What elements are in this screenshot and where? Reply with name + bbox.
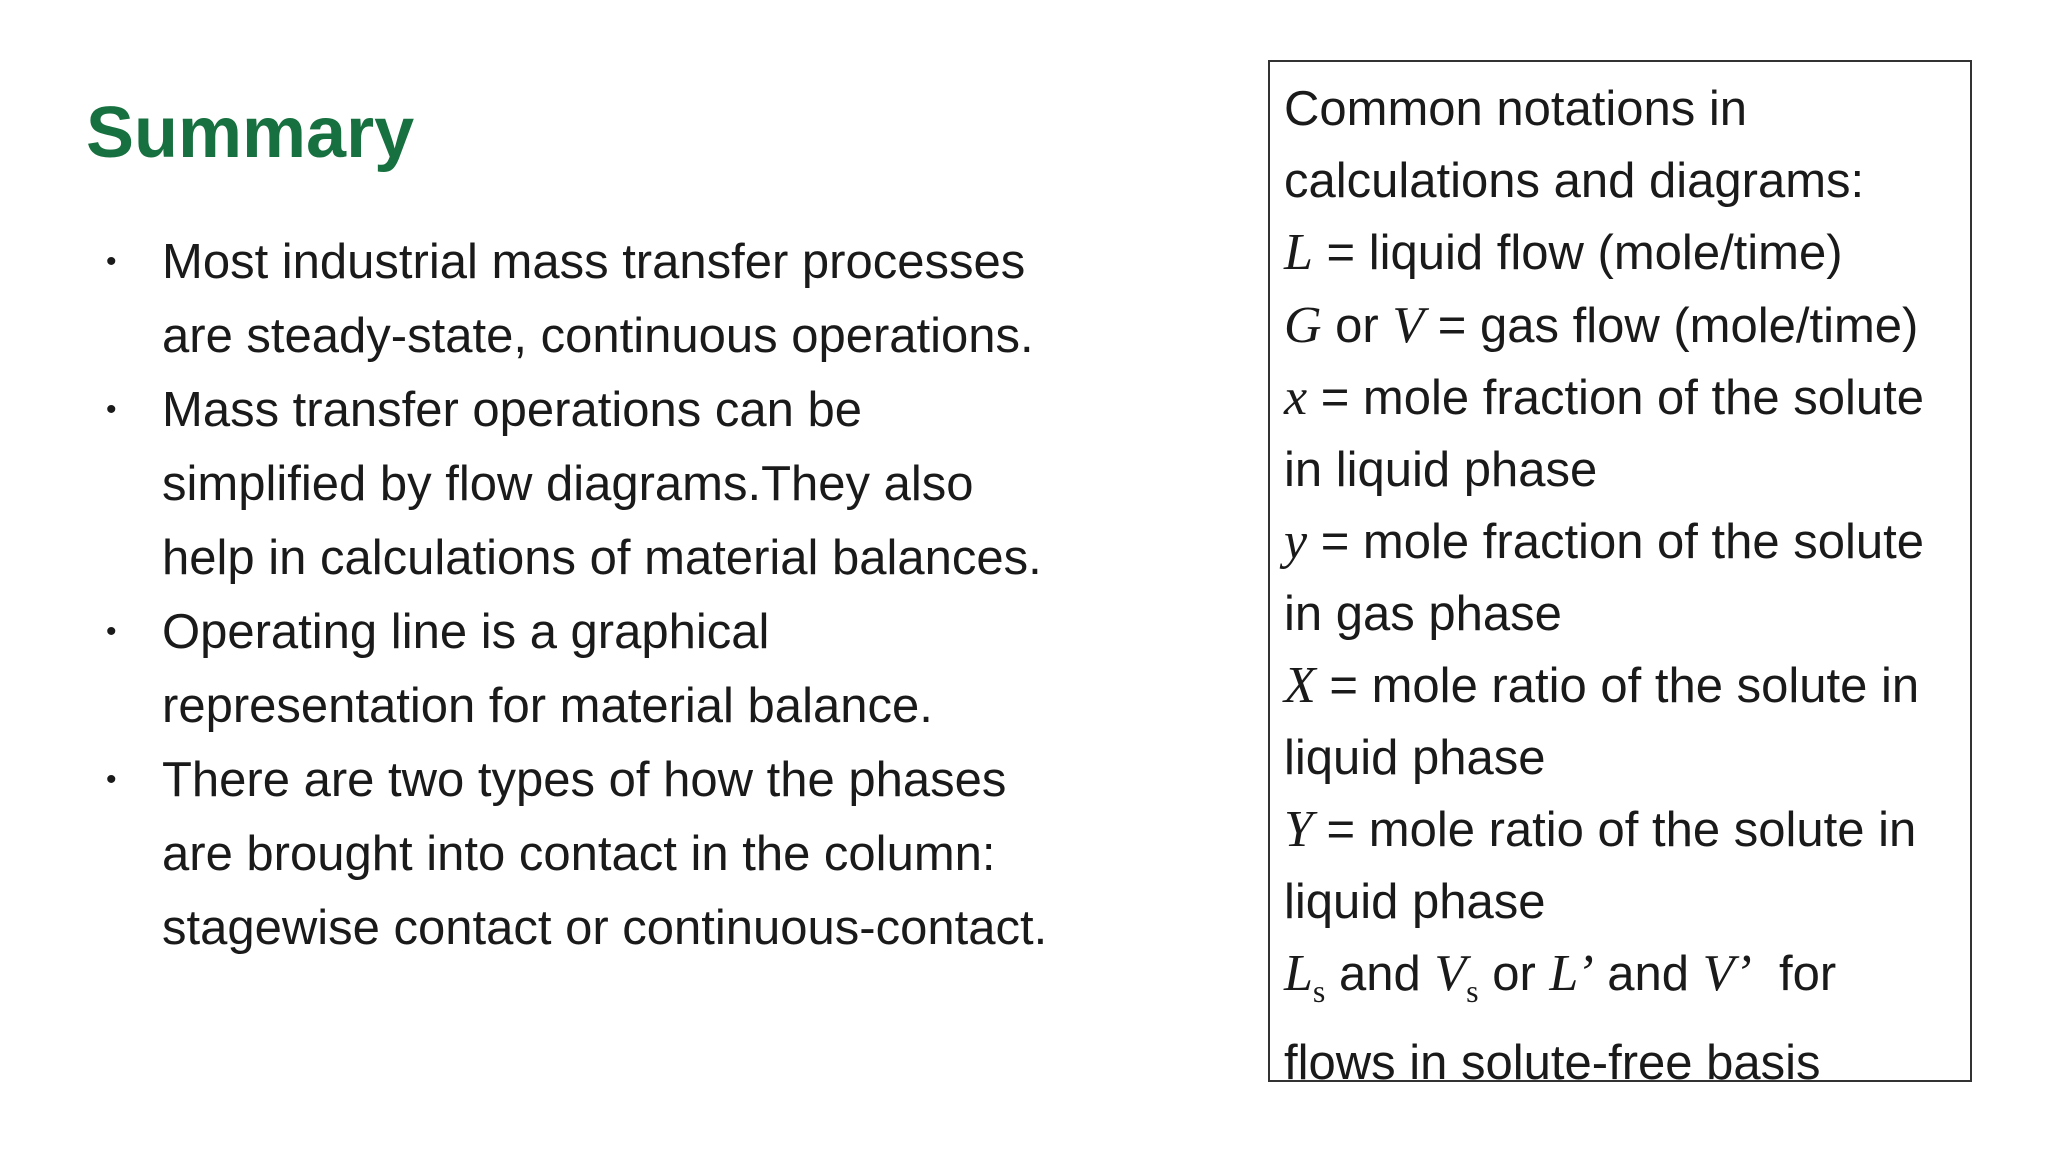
- bullet-line: are brought into contact in the column:: [162, 827, 996, 881]
- bullet-marker: •: [106, 245, 117, 278]
- subscript-s: s: [1312, 973, 1326, 1009]
- notation-x-continued: in liquid phase: [1284, 442, 1598, 497]
- symbol-Ls: L: [1284, 945, 1313, 1002]
- notation-text: and: [1325, 947, 1435, 1001]
- notation-X-continued: liquid phase: [1284, 730, 1546, 785]
- notation-Y: [1284, 794, 1970, 867]
- bullet-line: are steady-state, continuous operations.: [162, 309, 1034, 363]
- notations-heading-line: Common notations in: [1284, 82, 1748, 136]
- bullet-line: There are two types of how the phases: [162, 753, 1007, 807]
- bullet-line: simplified by flow diagrams.They also: [162, 457, 974, 511]
- bullet-line: Mass transfer operations can be: [162, 383, 862, 437]
- notation-text: = liquid flow (mole/time): [1312, 226, 1843, 280]
- notation-text: and: [1593, 947, 1703, 1001]
- summary-bullet-list: [86, 225, 1146, 965]
- notation-y: [1284, 506, 1970, 579]
- bullet-line: Most industrial mass transfer processes: [162, 235, 1026, 289]
- bullet-item: [86, 743, 1146, 965]
- notation-solute-free-continued: flows in solute-free basis: [1284, 1035, 1821, 1090]
- symbol-G: G: [1284, 296, 1322, 354]
- bullet-line: help in calculations of material balances.: [162, 531, 1042, 585]
- symbol-V-prime: V’: [1702, 945, 1752, 1002]
- notations-heading-line: calculations and diagrams:: [1284, 153, 1865, 208]
- notation-gas-flow: [1284, 290, 1970, 363]
- notation-X: [1284, 650, 1970, 723]
- notation-text: = gas flow (mole/time): [1424, 298, 1919, 353]
- bullet-item: [86, 225, 1146, 373]
- bullet-marker: •: [106, 763, 117, 796]
- notation-liquid-flow: [1284, 217, 1970, 290]
- notation-solute-free: [1284, 938, 1970, 1028]
- notations-box: [1268, 60, 1972, 1090]
- symbol-Y: Y: [1284, 801, 1313, 858]
- notation-Y-continued: liquid phase: [1284, 874, 1546, 929]
- bullet-line: Operating line is a graphical: [162, 605, 770, 659]
- symbol-L: L: [1284, 224, 1313, 281]
- symbol-L-prime: L’: [1549, 945, 1594, 1002]
- bullet-marker: •: [106, 615, 117, 648]
- symbol-y: y: [1284, 513, 1308, 570]
- notation-text: or: [1321, 298, 1393, 353]
- bullet-line: stagewise contact or continuous-contact.: [162, 901, 1048, 955]
- notation-y-continued: in gas phase: [1284, 586, 1562, 641]
- notation-text: or: [1478, 947, 1550, 1001]
- bullet-line: representation for material balance.: [162, 679, 933, 733]
- notation-text: = mole ratio of the solute in: [1315, 659, 1920, 713]
- symbol-X: X: [1284, 657, 1316, 714]
- symbol-V: V: [1392, 296, 1425, 354]
- notation-text: for: [1751, 947, 1837, 1001]
- notation-text: = mole fraction of the solute: [1307, 515, 1925, 569]
- subscript-s: s: [1466, 973, 1479, 1009]
- symbol-Vs: V: [1434, 945, 1467, 1002]
- bullet-marker: •: [106, 393, 117, 426]
- notation-text: = mole ratio of the solute in: [1312, 803, 1917, 857]
- slide-title: Summary: [86, 93, 415, 173]
- notation-text: = mole fraction of the solute: [1307, 371, 1925, 425]
- bullet-item: [86, 595, 1146, 743]
- notation-x: [1284, 362, 1970, 435]
- bullet-item: [86, 373, 1146, 595]
- symbol-x: x: [1284, 369, 1308, 426]
